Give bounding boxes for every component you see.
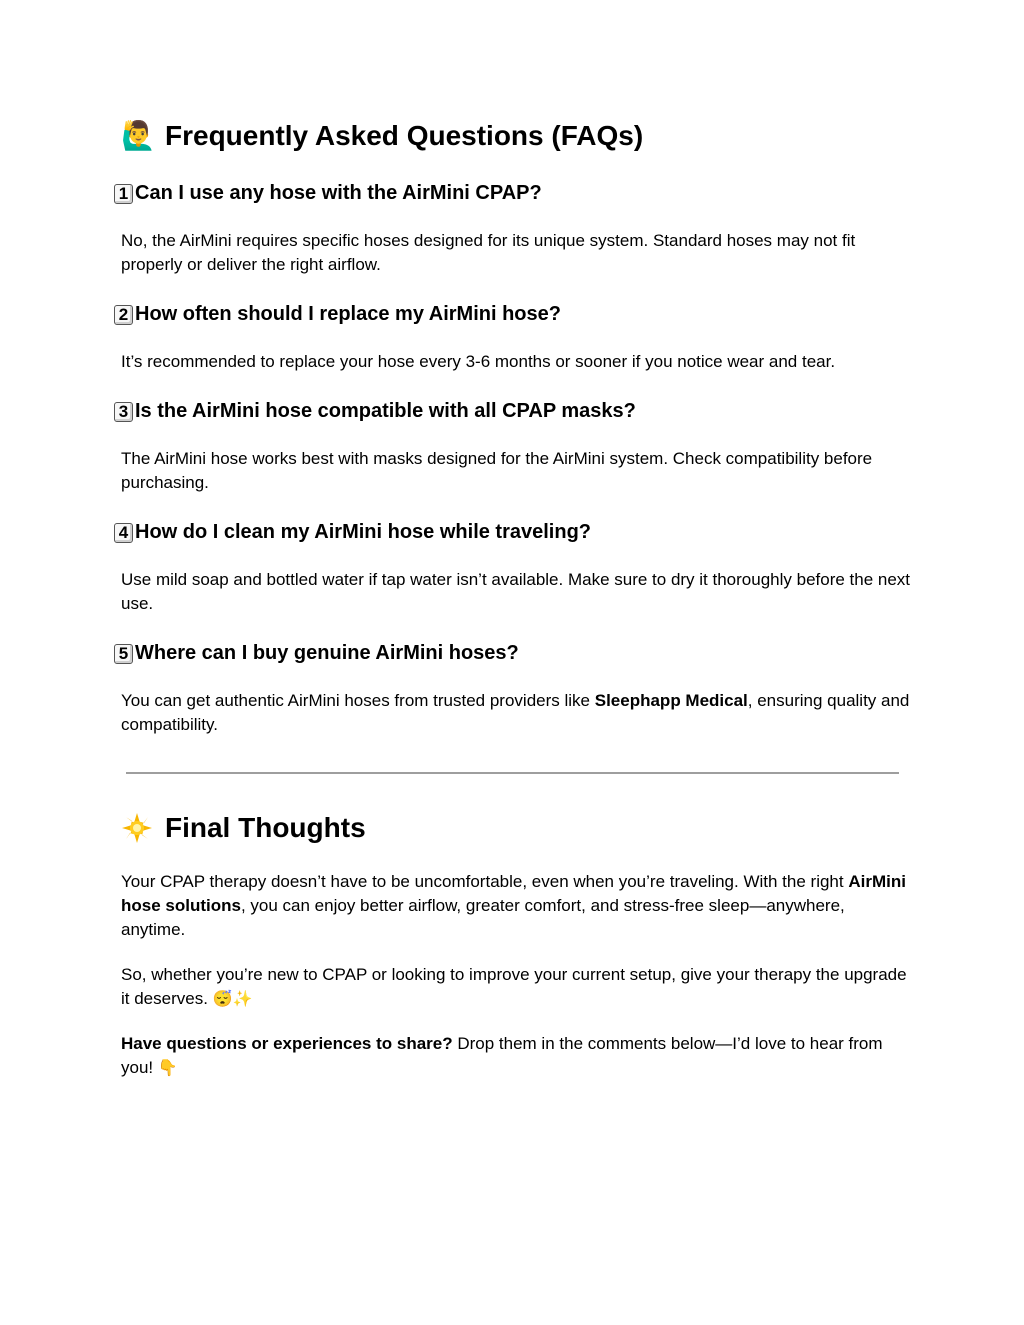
paragraph-text: Drop them in the comments below—I’d love to hear from you! <box>121 1034 883 1077</box>
paragraph-text: Your CPAP therapy doesn’t have to be uncomfortable, even when you’re traveling. With the right <box>121 872 849 891</box>
faq-title: Frequently Asked Questions (FAQs) <box>165 120 644 151</box>
faq-answer-2: It’s recommended to replace your hose every 3-6 months or sooner if you notice wear and tear. <box>121 352 836 371</box>
faq-answer-4: Use mild soap and bottled water if tap water isn’t available. Make sure to dry it thoroughly before the next use. <box>121 570 911 613</box>
answer-text: , ensuring quality and compatibility. <box>121 691 910 734</box>
faq-question-2 <box>114 303 561 326</box>
person-raising-hand-icon: 🙋‍♂️ <box>121 120 156 151</box>
faq-answer-3: The AirMini hose works best with masks designed for the AirMini system. Check compatibility before purchasing. <box>121 449 873 492</box>
number-5-icon: 5 <box>114 644 133 664</box>
faq-question-1 <box>114 182 542 205</box>
faq-question-5 <box>114 642 519 665</box>
faq-question-text: How often should I replace my AirMini hose? <box>135 303 561 325</box>
faq-answer-1: No, the AirMini requires specific hoses designed for its unique system. Standard hoses may not fit properly or deliver the right airflow. <box>121 231 856 274</box>
number-3-icon: 3 <box>114 402 133 422</box>
glowing-star-icon <box>121 812 153 844</box>
faq-heading <box>121 119 643 153</box>
number-2-icon: 2 <box>114 305 133 325</box>
bold-phrase: Have questions or experiences to share? <box>121 1034 453 1053</box>
faq-question-4 <box>114 521 591 544</box>
answer-text: You can get authentic AirMini hoses from trusted providers like <box>121 691 595 710</box>
final-paragraph-2 <box>121 963 911 1012</box>
final-paragraph-1 <box>121 870 911 942</box>
faq-question-text: Is the AirMini hose compatible with all CPAP masks? <box>135 400 636 422</box>
bold-phrase: AirMini hose solutions <box>121 872 906 915</box>
faq-question-3 <box>114 400 636 423</box>
faq-question-text: Can I use any hose with the AirMini CPAP? <box>135 182 542 204</box>
paragraph-text: , you can enjoy better airflow, greater comfort, and stress-free sleep—anywhere, anytime. <box>121 896 845 939</box>
provider-name: Sleephapp Medical <box>594 691 748 710</box>
number-1-icon: 1 <box>114 184 133 204</box>
pointing-down-icon: 👇 <box>157 1060 178 1077</box>
sleeping-sparkles-icon: 😴✨ <box>212 991 253 1008</box>
number-4-icon: 4 <box>114 523 133 543</box>
faq-question-text: How do I clean my AirMini hose while traveling? <box>135 521 592 543</box>
final-thoughts-title: Final Thoughts <box>165 812 366 843</box>
faq-answer-5 <box>121 689 911 737</box>
paragraph-text: So, whether you’re new to CPAP or looking to improve your current setup, give your therapy the upgrade it deserves. <box>121 965 907 1008</box>
section-divider <box>126 772 899 774</box>
faq-question-text: Where can I buy genuine AirMini hoses? <box>135 642 519 664</box>
final-paragraph-3 <box>121 1032 911 1081</box>
final-thoughts-heading <box>121 812 366 844</box>
